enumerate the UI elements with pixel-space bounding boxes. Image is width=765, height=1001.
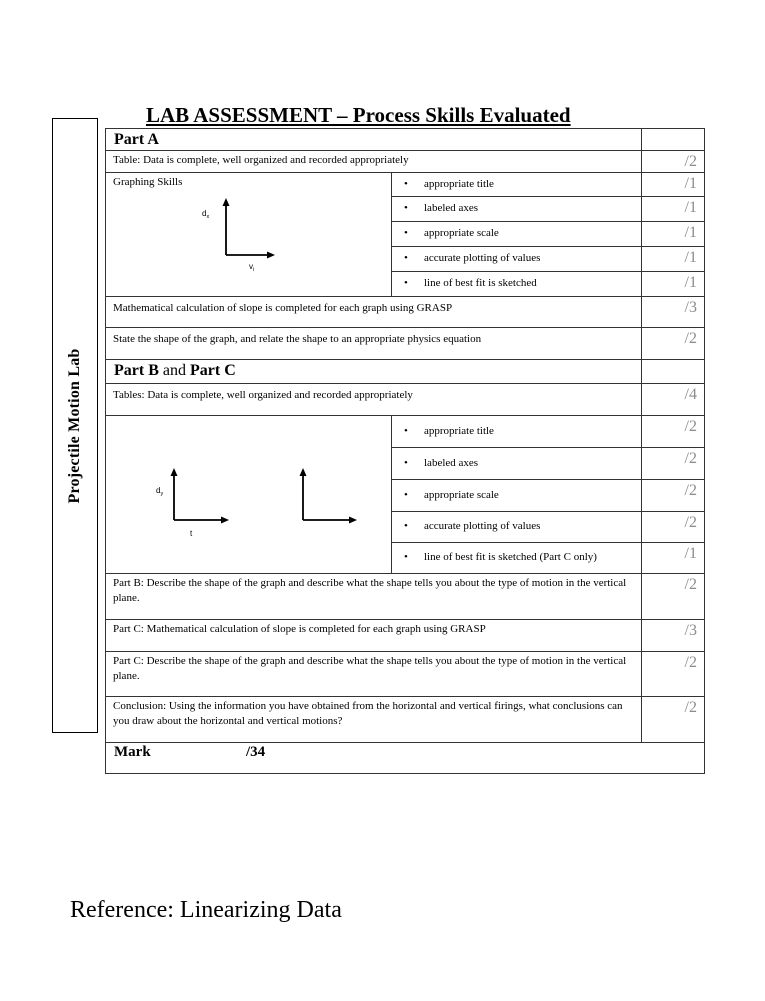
part-a-slope-score: /3 — [641, 296, 705, 327]
part-a-shape-score: /2 — [641, 327, 705, 359]
bullet-score: /2 — [641, 479, 705, 511]
y-arrowhead — [223, 198, 230, 206]
part-c-slope-score: /3 — [641, 619, 705, 651]
bullet-score: /2 — [641, 511, 705, 542]
conclusion-criterion: Conclusion: Using the information you have obtained from the horizontal and vertical firings, what conclusions can you draw about the horizontal and vertical motions? — [105, 696, 641, 742]
bullet-item: • line of best fit is sketched (Part C only) — [391, 542, 641, 573]
bullet-item: • appropriate scale — [391, 479, 641, 511]
part-c-shape-criterion: Part C: Describe the shape of the graph and describe what the shape tells you about the type of motion in the vertical plane. — [105, 651, 641, 696]
x-arrowhead — [221, 517, 229, 524]
bullet-item: • accurate plotting of values — [391, 246, 641, 271]
graph-sketch-dx-vi — [106, 191, 390, 295]
axis-y-label: $d_y$ — [156, 486, 164, 497]
graphing-skills-label: Graphing Skills — [113, 176, 183, 188]
bullet-item: • appropriate scale — [391, 221, 641, 246]
part-a-header: Part A — [105, 128, 641, 150]
bullet-item: • accurate plotting of values — [391, 511, 641, 542]
mark-label: Mark — [114, 744, 151, 760]
bullet-item: • labeled axes — [391, 196, 641, 221]
part-b-shape-score: /2 — [641, 573, 705, 619]
y-arrowhead — [300, 468, 307, 476]
score-cell-empty — [641, 128, 705, 150]
graphing-skills-cell — [105, 172, 391, 296]
part-bc-header: Part B and Part C — [105, 359, 641, 383]
assessment-table — [105, 128, 705, 774]
part-a-shape-criterion: State the shape of the graph, and relate the shape to an appropriate physics equation — [105, 327, 641, 359]
part-a-table-criterion: Table: Data is complete, well organized and recorded appropriately — [105, 150, 641, 172]
part-a-table-score: /2 — [641, 150, 705, 172]
bullet-score: /1 — [641, 221, 705, 246]
axis-y-label: $d_x$ — [202, 209, 210, 220]
part-c-slope-criterion: Part C: Mathematical calculation of slope is completed for each graph using GRASP — [105, 619, 641, 651]
bullet-score: /1 — [641, 542, 705, 573]
bullet-score: /1 — [641, 271, 705, 296]
reference-text: Reference: Linearizing Data — [70, 897, 342, 923]
bullet-score: /1 — [641, 246, 705, 271]
axis-x-label: t — [190, 529, 193, 538]
part-b-shape-criterion: Part B: Describe the shape of the graph and describe what the shape tells you about the type of motion in the vertical plane. — [105, 573, 641, 619]
conclusion-score: /2 — [641, 696, 705, 742]
page-title: LAB ASSESSMENT – Process Skills Evaluated — [146, 103, 571, 127]
sidebar-label: Projectile Motion Lab — [66, 348, 83, 503]
part-c-shape-score: /2 — [641, 651, 705, 696]
graph-sketch-dy-t — [106, 416, 390, 572]
bullet-item: • appropriate title — [391, 172, 641, 196]
bullet-score: /2 — [641, 415, 705, 447]
bullet-score: /1 — [641, 196, 705, 221]
part-bc-tables-criterion: Tables: Data is complete, well organized and recorded appropriately — [105, 383, 641, 415]
bullet-item: • line of best fit is sketched — [391, 271, 641, 296]
graphs-bc-cell — [105, 415, 391, 573]
mark-row — [105, 742, 705, 774]
bullet-item: • appropriate title — [391, 415, 641, 447]
score-cell-empty — [641, 359, 705, 383]
mark-total: /34 — [246, 744, 266, 760]
bullet-item: • labeled axes — [391, 447, 641, 479]
x-arrowhead — [267, 252, 275, 259]
bullet-score: /1 — [641, 172, 705, 196]
part-bc-tables-score: /4 — [641, 383, 705, 415]
part-a-slope-criterion: Mathematical calculation of slope is completed for each graph using GRASP — [105, 296, 641, 327]
sidebar-box — [52, 118, 98, 733]
bullet-score: /2 — [641, 447, 705, 479]
axis-x-label: $v_i$ — [249, 262, 255, 273]
x-arrowhead — [349, 517, 357, 524]
y-arrowhead — [171, 468, 178, 476]
